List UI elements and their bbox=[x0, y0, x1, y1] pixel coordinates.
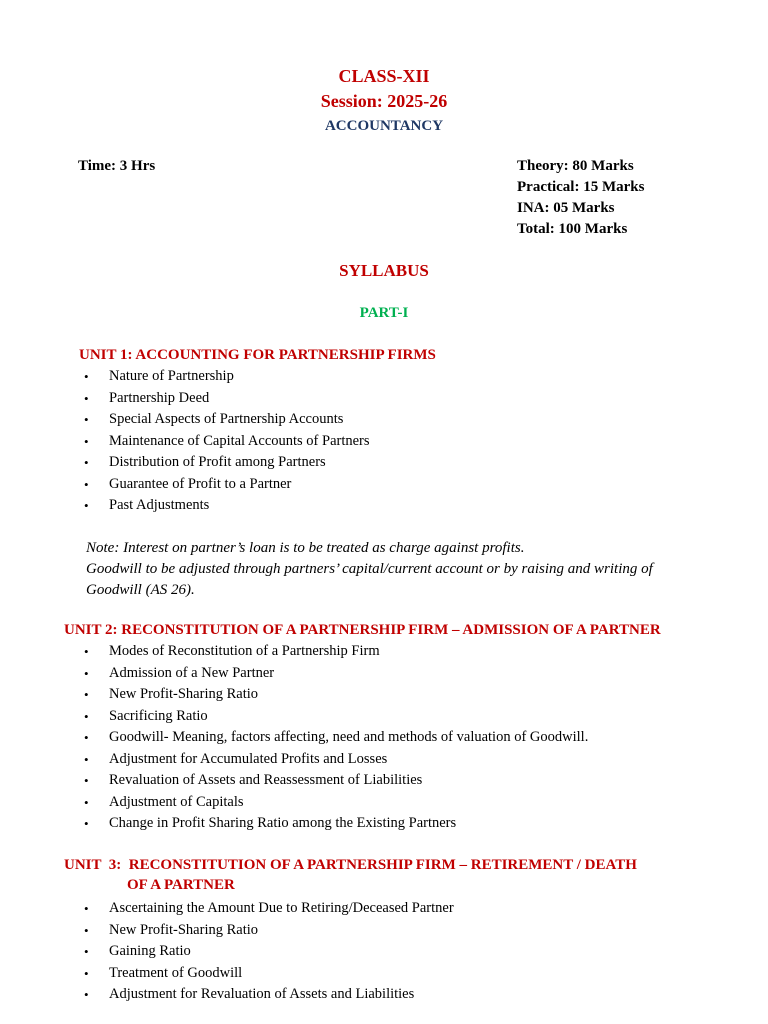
list-item-text: New Profit-Sharing Ratio bbox=[109, 686, 259, 702]
list-item bbox=[84, 920, 454, 942]
list-item bbox=[84, 641, 588, 663]
list-item-text: Nature of Partnership bbox=[109, 368, 234, 384]
bullet-icon: • bbox=[84, 965, 89, 981]
list-item-text: Adjustment for Revaluation of Assets and Liabilities bbox=[109, 986, 415, 1002]
note-line: Note: Interest on partner’s loan is to be treated as charge against profits. bbox=[86, 540, 525, 556]
theory-marks: Theory: 80 Marks bbox=[517, 158, 634, 174]
bullet-icon: • bbox=[84, 390, 89, 406]
list-item-text: Revaluation of Assets and Reassessment of Liabilities bbox=[109, 772, 423, 788]
list-item bbox=[84, 495, 370, 517]
list-item bbox=[84, 706, 588, 728]
practical-marks: Practical: 15 Marks bbox=[517, 179, 645, 195]
list-item bbox=[84, 984, 454, 1006]
unit-3-title-cont: OF A PARTNER bbox=[127, 877, 235, 893]
bullet-icon: • bbox=[84, 476, 89, 492]
list-item-text: Adjustment for Accumulated Profits and Losses bbox=[109, 750, 388, 767]
unit-1-note bbox=[86, 538, 653, 601]
bullet-icon: • bbox=[84, 901, 89, 916]
session-title: Session: 2025-26 bbox=[320, 91, 448, 111]
list-item bbox=[84, 388, 370, 410]
subject-title: ACCOUNTANCY bbox=[324, 118, 444, 134]
part-heading: PART-I bbox=[359, 305, 409, 321]
list-item-text: New Profit-Sharing Ratio bbox=[109, 921, 259, 938]
note-line: Goodwill (AS 26). bbox=[86, 582, 195, 598]
bullet-icon: • bbox=[84, 816, 89, 831]
unit-1-list bbox=[84, 366, 370, 517]
syllabus-heading: SYLLABUS bbox=[339, 261, 429, 280]
bullet-icon: • bbox=[84, 644, 89, 659]
ina-marks: INA: 05 Marks bbox=[517, 200, 615, 216]
list-item bbox=[84, 792, 588, 814]
list-item bbox=[84, 431, 370, 453]
unit-2-title: UNIT 2: RECONSTITUTION OF A PARTNERSHIP FIRM – ADMISSION OF A PARTNER bbox=[64, 622, 661, 638]
list-item-text: Sacrificing Ratio bbox=[109, 707, 208, 724]
bullet-icon: • bbox=[84, 922, 89, 938]
bullet-icon: • bbox=[84, 665, 89, 681]
bullet-icon: • bbox=[84, 369, 89, 384]
list-item-text: Ascertaining the Amount Due to Retiring/Deceased Partner bbox=[109, 900, 454, 916]
list-item bbox=[84, 474, 370, 496]
list-item bbox=[84, 749, 588, 771]
unit-3-list bbox=[84, 898, 454, 1006]
list-item bbox=[84, 727, 588, 749]
unit-1-title: UNIT 1: ACCOUNTING FOR PARTNERSHIP FIRMS bbox=[79, 347, 436, 363]
list-item bbox=[84, 452, 370, 474]
total-marks: Total: 100 Marks bbox=[517, 221, 628, 237]
list-item-text: Modes of Reconstitution of a Partnership Firm bbox=[109, 643, 380, 659]
bullet-icon: • bbox=[84, 498, 89, 513]
bullet-icon: • bbox=[84, 944, 89, 959]
time-info: Time: 3 Hrs bbox=[78, 158, 156, 174]
list-item bbox=[84, 366, 370, 388]
list-item-text: Partnership Deed bbox=[109, 389, 210, 406]
list-item bbox=[84, 941, 454, 963]
bullet-icon: • bbox=[84, 433, 89, 449]
bullet-icon: • bbox=[84, 412, 89, 427]
list-item bbox=[84, 898, 454, 920]
bullet-icon: • bbox=[84, 794, 89, 810]
list-item-text: Change in Profit Sharing Ratio among the Existing Partners bbox=[109, 815, 457, 831]
list-item-text: Special Aspects of Partnership Accounts bbox=[109, 411, 344, 427]
bullet-icon: • bbox=[84, 687, 89, 702]
class-title: CLASS-XII bbox=[338, 66, 430, 86]
list-item-text: Guarantee of Profit to a Partner bbox=[109, 475, 292, 492]
list-item-text: Admission of a New Partner bbox=[109, 664, 275, 681]
list-item bbox=[84, 409, 370, 431]
unit-3-title: UNIT 3: RECONSTITUTION OF A PARTNERSHIP FIRM – RETIREMENT / DEATH bbox=[64, 857, 637, 873]
list-item-text: Treatment of Goodwill bbox=[109, 964, 243, 981]
list-item-text: Maintenance of Capital Accounts of Partners bbox=[109, 432, 370, 449]
bullet-icon: • bbox=[84, 987, 89, 1002]
list-item-text: Distribution of Profit among Partners bbox=[109, 454, 326, 470]
list-item-text: Goodwill- Meaning, factors affecting, need and methods of valuation of Goodwill. bbox=[109, 729, 589, 745]
list-item bbox=[84, 963, 454, 985]
list-item bbox=[84, 813, 588, 835]
bullet-icon: • bbox=[84, 751, 89, 767]
unit-2-list bbox=[84, 641, 588, 835]
list-item-text: Gaining Ratio bbox=[109, 943, 191, 959]
list-item-text: Adjustment of Capitals bbox=[109, 793, 244, 810]
note-line: Goodwill to be adjusted through partners’ capital/current account or by raising and writing of bbox=[86, 561, 653, 577]
bullet-icon: • bbox=[84, 730, 89, 745]
bullet-icon: • bbox=[84, 773, 89, 788]
list-item bbox=[84, 770, 588, 792]
list-item-text: Past Adjustments bbox=[109, 497, 210, 513]
list-item bbox=[84, 663, 588, 685]
list-item bbox=[84, 684, 588, 706]
bullet-icon: • bbox=[84, 455, 89, 470]
bullet-icon: • bbox=[84, 708, 89, 724]
